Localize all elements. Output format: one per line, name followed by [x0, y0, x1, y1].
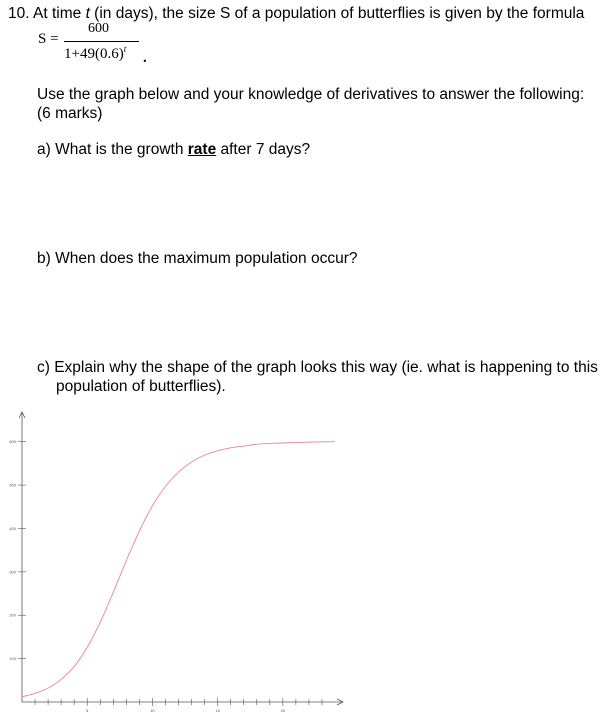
question-number: 10. — [8, 5, 30, 22]
formula-fraction-bar — [64, 41, 139, 42]
x-tick-label: 15 — [215, 708, 220, 713]
formula-numerator: 600 — [88, 21, 109, 36]
y-tick-label: 600 — [9, 439, 16, 445]
part-a-post: after 7 days? — [216, 141, 311, 158]
instruction-line-2: (6 marks) — [37, 105, 103, 122]
x-tick-label: 5 — [86, 708, 89, 713]
y-tick-label: 200 — [9, 612, 16, 618]
y-tick-label: 300 — [9, 569, 16, 575]
population-graph — [0, 405, 350, 715]
part-c-question-line-2: population of butterflies). — [56, 378, 226, 395]
instruction-line-1: Use the graph below and your knowledge of derivatives to answer the following: — [37, 86, 585, 103]
population-curve-line — [22, 442, 335, 697]
formula-lhs: S = — [38, 31, 59, 47]
part-c-question-line-1: c) Explain why the shape of the graph looks this way (ie. what is happening to this — [37, 359, 598, 376]
graph-curve-group — [22, 442, 335, 697]
formula-denominator — [64, 44, 126, 63]
part-a-pre: a) What is the growth — [37, 141, 188, 158]
part-b-question: b) When does the maximum population occur? — [37, 250, 358, 267]
question-intro-var: t — [85, 5, 90, 22]
y-tick-label: 500 — [9, 482, 16, 488]
x-tick-label: 20 — [280, 708, 286, 713]
formula-denominator-exponent: t — [123, 44, 127, 54]
graph-axes — [19, 412, 343, 705]
question-intro-post: (in days), the size S of a population of butterflies is given by the formula — [89, 5, 585, 22]
formula-denominator-base: 1+49(0.6) — [64, 46, 124, 62]
x-tick-label: 10 — [150, 708, 155, 713]
graph-ticks — [9, 439, 322, 713]
part-a-question — [37, 140, 310, 159]
question-intro-pre: At time — [33, 5, 86, 22]
part-a-emphasis: rate — [187, 141, 217, 158]
y-tick-label: 400 — [9, 525, 16, 531]
formula-trailing-period: . — [143, 50, 147, 66]
y-tick-label: 100 — [9, 656, 16, 662]
